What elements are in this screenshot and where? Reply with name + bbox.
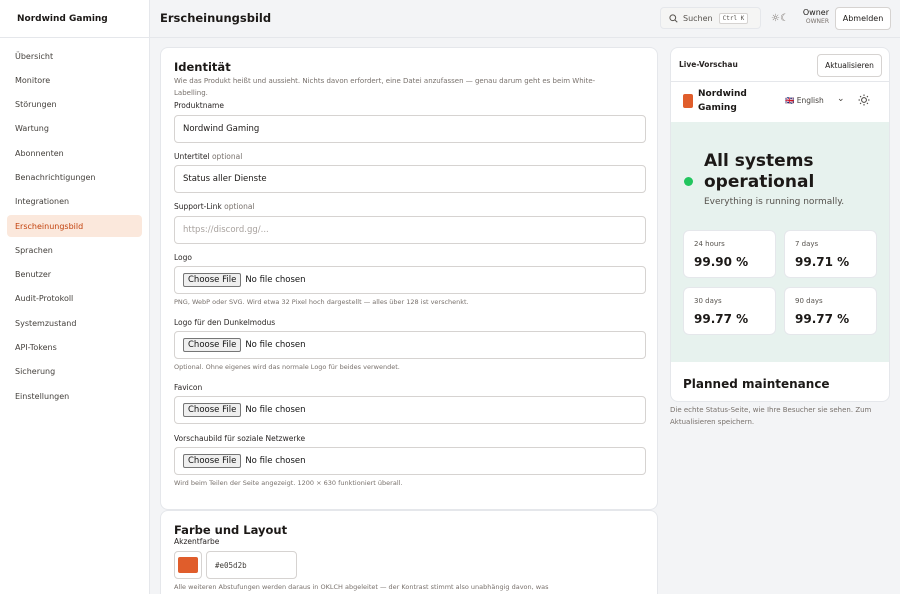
sidebar-item-benachrichtigungen[interactable]: Benachrichtigungen: [15, 172, 96, 182]
sidebar-item-übersicht[interactable]: Übersicht: [15, 51, 54, 61]
topbar: [150, 0, 900, 38]
status-subtext: Everything is running normally.: [704, 197, 845, 207]
uptime-period: 7 days: [795, 240, 819, 248]
accent-color-label: Akzentfarbe: [174, 537, 220, 546]
sidebar-item-einstellungen[interactable]: Einstellungen: [15, 391, 70, 401]
accent-color-help: Alle weiteren Abstufungen werden daraus in OKLCH abgeleitet — der Kontrast stimmt also unabhängig davon, was: [174, 583, 549, 591]
product-name-input[interactable]: Nordwind Gaming: [174, 115, 646, 143]
uptime-value: 99.77 %: [694, 312, 749, 326]
uptime-period: 90 days: [795, 297, 823, 305]
chevron-down-icon: ⌄: [837, 94, 845, 104]
accent-color-picker[interactable]: [174, 551, 202, 579]
sidebar-item-sprachen[interactable]: Sprachen: [15, 245, 53, 255]
sidebar-item-wartung[interactable]: Wartung: [15, 124, 49, 134]
status-page-header: [671, 82, 890, 122]
sun-icon[interactable]: [858, 94, 870, 106]
operational-status-dot: [684, 177, 693, 186]
search-label: Suchen: [683, 13, 713, 23]
refresh-preview-button[interactable]: Aktualisieren: [817, 54, 882, 77]
uptime-stat-card: [784, 287, 877, 335]
sidebar-item-störungen[interactable]: Störungen: [15, 100, 57, 110]
choose-file-button[interactable]: Choose File: [183, 338, 241, 352]
search-icon: [669, 14, 678, 23]
uptime-stat-card: [683, 230, 776, 278]
uptime-value: 99.90 %: [694, 255, 749, 269]
preview-header: [671, 48, 890, 82]
sidebar-item-abonnenten[interactable]: Abonnenten: [15, 148, 64, 158]
accent-color-swatch: [178, 557, 198, 573]
support-link-label: Support-Link optional: [174, 202, 255, 211]
logo-file-input[interactable]: [174, 266, 646, 294]
subtitle-input[interactable]: Status aller Dienste: [174, 165, 646, 193]
preview-title: Live-Vorschau: [679, 60, 738, 69]
uptime-stat-card: [784, 230, 877, 278]
sidebar-item-erscheinungsbild[interactable]: Erscheinungsbild: [7, 215, 142, 237]
logo-dark-file-input[interactable]: [174, 331, 646, 359]
sidebar-item-benutzer[interactable]: Benutzer: [15, 270, 52, 280]
choose-file-button[interactable]: Choose File: [183, 273, 241, 287]
color-layout-card: [160, 510, 658, 594]
identity-title: Identität: [174, 60, 231, 74]
language-select[interactable]: 🇬🇧 English: [785, 96, 824, 105]
search-button[interactable]: [660, 7, 761, 29]
social-image-label: Vorschaubild für soziale Netzwerke: [174, 434, 306, 443]
favicon-file-input[interactable]: [174, 396, 646, 424]
status-headline: All systems operational: [704, 151, 815, 192]
sidebar-item-audit-protokoll[interactable]: Audit-Protokoll: [15, 294, 74, 304]
identity-description: Wie das Produkt heißt und aussieht. Nichts davon erfordert, eine Datei anzufassen — genau darum geht es beim White-Labelling.: [174, 77, 596, 97]
live-preview-panel: [670, 47, 890, 402]
status-page-name: Nordwind Gaming: [698, 89, 747, 113]
user-role: OWNER: [805, 18, 829, 25]
sidebar-item-integrationen[interactable]: Integrationen: [15, 197, 70, 207]
user-info: [795, 8, 829, 25]
maintenance-heading: Planned maintenance: [683, 377, 830, 391]
logo-help: PNG, WebP oder SVG. Wird etwa 32 Pixel hoch dargestellt — alles über 128 ist verschenkt.: [174, 298, 469, 306]
product-name-label: Produktname: [174, 101, 224, 110]
color-layout-title: Farbe und Layout: [174, 523, 288, 537]
file-status: No file chosen: [245, 275, 306, 285]
sidebar-item-api-tokens[interactable]: API-Tokens: [15, 343, 57, 353]
logo-dark-label: Logo für den Dunkelmodus: [174, 318, 276, 327]
sidebar: [0, 0, 150, 594]
choose-file-button[interactable]: Choose File: [183, 454, 241, 468]
subtitle-label: Untertitel optional: [174, 152, 243, 161]
status-page-logo: [683, 94, 693, 108]
accent-color-input[interactable]: #e05d2b: [206, 551, 297, 579]
sidebar-item-monitore[interactable]: Monitore: [15, 75, 51, 85]
logo-dark-help: Optional. Ohne eigenes wird das normale Logo für beides verwendet.: [174, 363, 400, 371]
logout-button[interactable]: Abmelden: [835, 7, 891, 30]
preview-note: Die echte Status-Seite, wie Ihre Besucher sie sehen. Zum Aktualisieren speichern.: [670, 406, 872, 426]
file-status: No file chosen: [245, 340, 306, 350]
sidebar-item-systemzustand[interactable]: Systemzustand: [15, 318, 77, 328]
theme-icon: ☼☾: [771, 12, 789, 24]
page-title: Erscheinungsbild: [160, 11, 272, 25]
file-status: No file chosen: [245, 405, 306, 415]
identity-card: [160, 47, 658, 510]
social-image-file-input[interactable]: [174, 447, 646, 475]
theme-toggle-button[interactable]: [770, 11, 790, 25]
uptime-value: 99.71 %: [795, 255, 850, 269]
uptime-period: 30 days: [694, 297, 722, 305]
status-page-body: [671, 122, 890, 362]
favicon-label: Favicon: [174, 383, 203, 392]
uptime-stat-card: [683, 287, 776, 335]
choose-file-button[interactable]: Choose File: [183, 403, 241, 417]
search-shortcut: Ctrl K: [719, 13, 749, 24]
uptime-period: 24 hours: [694, 240, 725, 248]
file-status: No file chosen: [245, 456, 306, 466]
support-link-input[interactable]: https://discord.gg/...: [174, 216, 646, 244]
sidebar-nav: [0, 38, 149, 407]
uptime-value: 99.77 %: [795, 312, 850, 326]
sidebar-item-sicherung[interactable]: Sicherung: [15, 367, 56, 377]
logo-label: Logo: [174, 253, 192, 262]
user-name: Owner: [802, 8, 829, 17]
social-image-help: Wird beim Teilen der Seite angezeigt. 1200 × 630 funktioniert überall.: [174, 479, 403, 487]
brand-name: Nordwind Gaming: [0, 0, 149, 38]
